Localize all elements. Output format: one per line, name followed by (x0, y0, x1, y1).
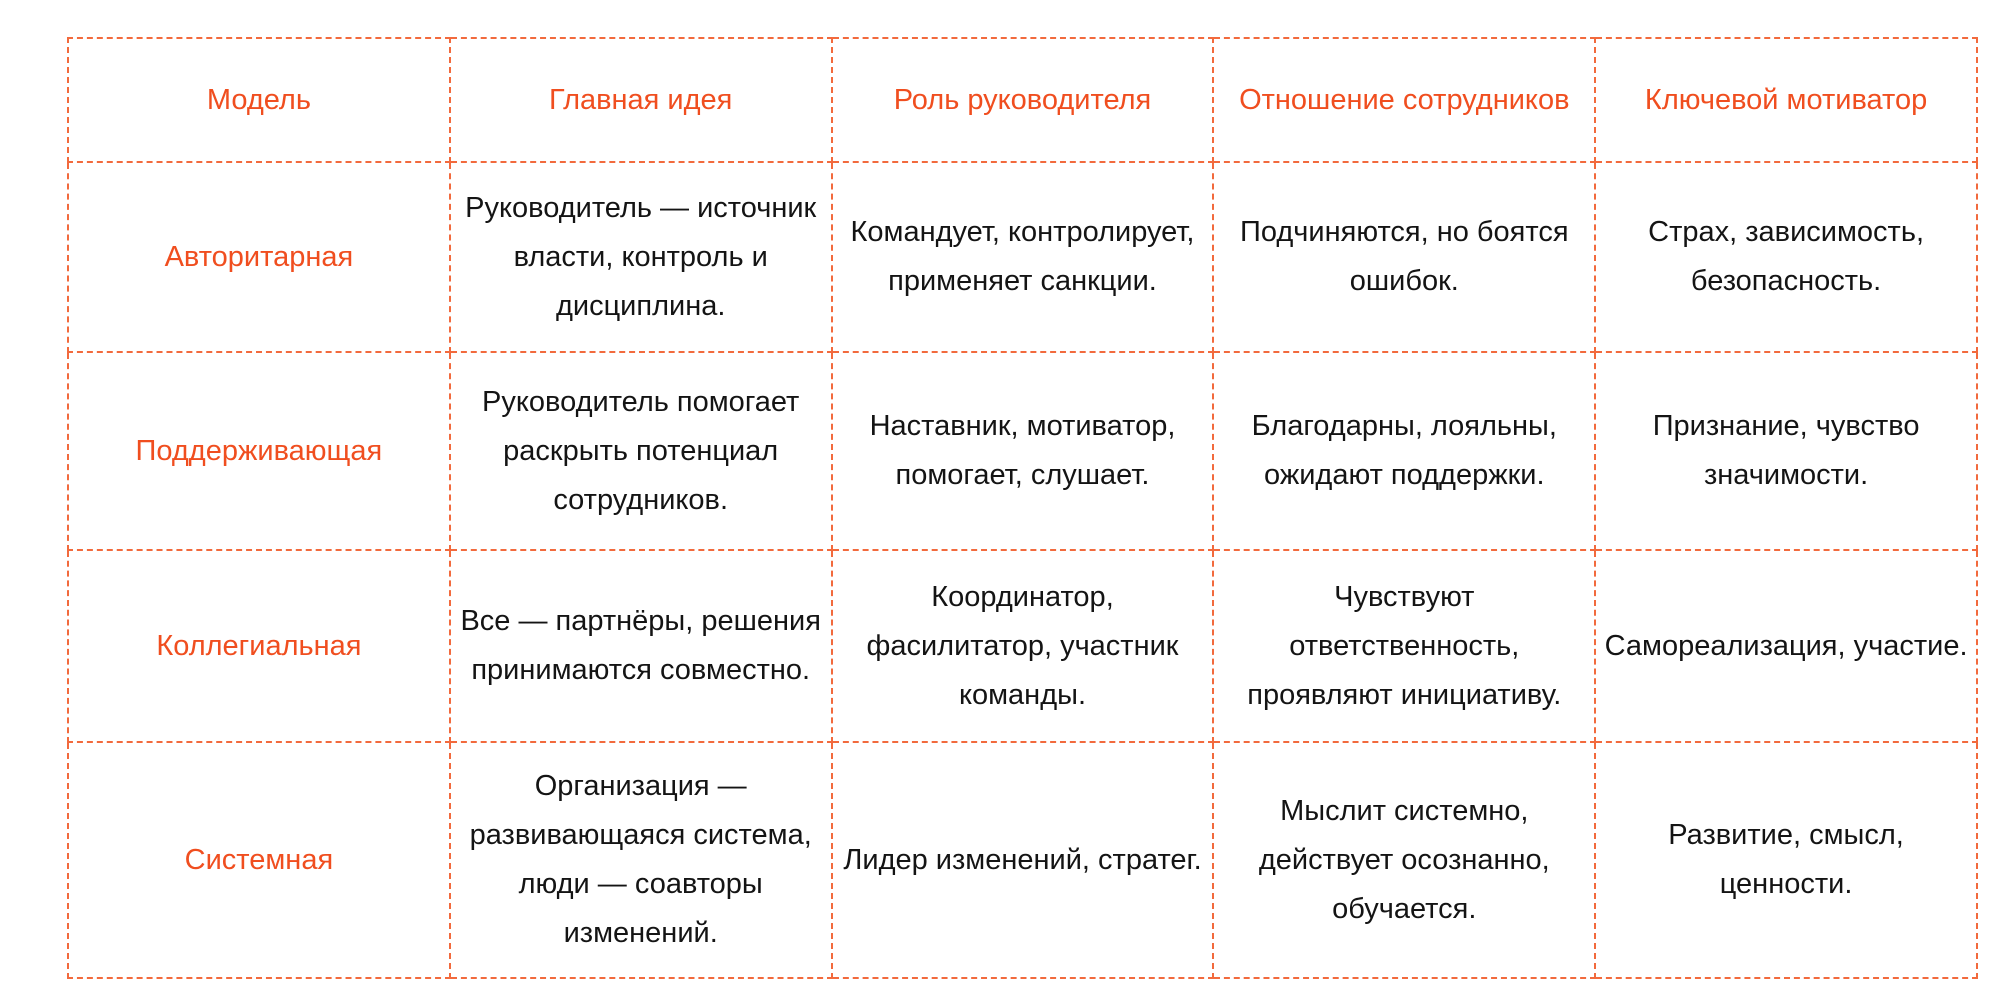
cell-attitude: Мыслит системно, действует осознанно, обучается. (1213, 742, 1595, 978)
cell-role: Командует, контролирует, применяет санкции. (832, 162, 1214, 352)
cell-attitude: Чувствуют ответственность, проявляют инициативу. (1213, 550, 1595, 742)
cell-role: Наставник, мотиватор, помогает, слушает. (832, 352, 1214, 550)
cell-idea: Руководитель — источник власти, контроль и дисциплина. (450, 162, 832, 352)
table-row (68, 162, 1977, 352)
table-row (68, 550, 1977, 742)
cell-motivator: Признание, чувство значимости. (1595, 352, 1977, 550)
models-table (67, 37, 1978, 979)
models-table-container (67, 37, 1976, 979)
cell-idea: Организация — развивающаяся система, люди — соавторы изменений. (450, 742, 832, 978)
cell-model: Системная (68, 742, 450, 978)
cell-attitude: Благодарны, лояльны, ожидают поддержки. (1213, 352, 1595, 550)
cell-motivator: Страх, зависимость, безопасность. (1595, 162, 1977, 352)
cell-role: Координатор, фасилитатор, участник команды. (832, 550, 1214, 742)
table-row (68, 352, 1977, 550)
cell-model: Поддерживающая (68, 352, 450, 550)
table-row (68, 742, 1977, 978)
header-model: Модель (68, 38, 450, 162)
header-attitude: Отношение сотрудников (1213, 38, 1595, 162)
cell-motivator: Развитие, смысл, ценности. (1595, 742, 1977, 978)
cell-motivator: Самореализация, участие. (1595, 550, 1977, 742)
header-motivator: Ключевой мотиватор (1595, 38, 1977, 162)
cell-model: Авторитарная (68, 162, 450, 352)
header-role: Роль руководителя (832, 38, 1214, 162)
cell-role: Лидер изменений, стратег. (832, 742, 1214, 978)
cell-attitude: Подчиняются, но боятся ошибок. (1213, 162, 1595, 352)
header-idea: Главная идея (450, 38, 832, 162)
cell-idea: Руководитель помогает раскрыть потенциал сотрудников. (450, 352, 832, 550)
cell-model: Коллегиальная (68, 550, 450, 742)
table-header-row (68, 38, 1977, 162)
cell-idea: Все — партнёры, решения принимаются совместно. (450, 550, 832, 742)
